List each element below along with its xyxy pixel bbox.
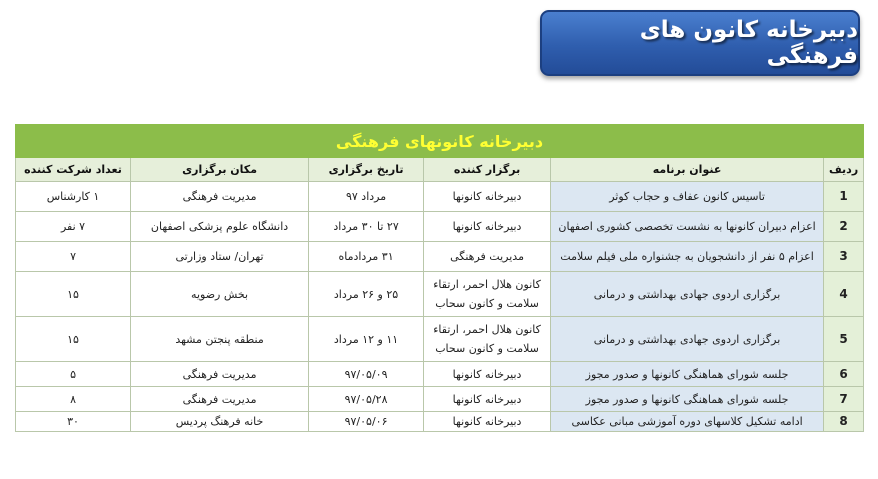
- table-row: [16, 387, 864, 412]
- date-cell: ۱۱ و ۱۲ مرداد: [309, 317, 424, 362]
- table-row: [16, 242, 864, 272]
- date-cell: ۹۷/۰۵/۲۸: [309, 387, 424, 412]
- program-title: جلسه شورای هماهنگی کانونها و صدور مجوز: [551, 387, 824, 412]
- organizer-cell: دبیرخانه کانونها: [424, 182, 551, 212]
- table-row: [16, 317, 864, 362]
- participants-cell: ۱۵: [16, 272, 131, 317]
- participants-cell: ۱۵: [16, 317, 131, 362]
- table-row: [16, 362, 864, 387]
- organizer-cell: دبیرخانه کانونها: [424, 387, 551, 412]
- date-cell: ۲۵ و ۲۶ مرداد: [309, 272, 424, 317]
- program-title: برگزاری اردوی جهادی بهداشتی و درمانی: [551, 317, 824, 362]
- row-number: 4: [824, 272, 864, 317]
- programs-sheet: [15, 124, 863, 432]
- row-number: 5: [824, 317, 864, 362]
- row-number: 2: [824, 212, 864, 242]
- header-organizer: برگزار کننده: [424, 158, 551, 182]
- participants-cell: ۵: [16, 362, 131, 387]
- date-cell: ۹۷/۰۵/۰۹: [309, 362, 424, 387]
- row-number: 8: [824, 412, 864, 432]
- header-row-number: ردیف: [824, 158, 864, 182]
- organizer-cell: مدیریت فرهنگی: [424, 242, 551, 272]
- row-number: 3: [824, 242, 864, 272]
- participants-cell: ۸: [16, 387, 131, 412]
- organizer-cell: دبیرخانه کانونها: [424, 362, 551, 387]
- organizer-cell: دبیرخانه کانونها: [424, 212, 551, 242]
- header-participants: تعداد شرکت کننده: [16, 158, 131, 182]
- program-title: جلسه شورای هماهنگی کانونها و صدور مجوز: [551, 362, 824, 387]
- program-title: ادامه تشکیل کلاسهای دوره آموزشی مبانی عکاسی: [551, 412, 824, 432]
- place-cell: دانشگاه علوم پزشکی اصفهان: [131, 212, 309, 242]
- program-title: اعزام دبیران کانونها به نشست تخصصی کشوری اصفهان: [551, 212, 824, 242]
- program-title: برگزاری اردوی جهادی بهداشتی و درمانی: [551, 272, 824, 317]
- page-banner: [540, 10, 860, 76]
- place-cell: تهران/ ستاد وزارتی: [131, 242, 309, 272]
- row-number: 7: [824, 387, 864, 412]
- place-cell: مدیریت فرهنگی: [131, 387, 309, 412]
- programs-table: [15, 124, 864, 432]
- table-row: [16, 182, 864, 212]
- header-date: تاریخ برگزاری: [309, 158, 424, 182]
- date-cell: ۹۷/۰۵/۰۶: [309, 412, 424, 432]
- header-place: مکان برگزاری: [131, 158, 309, 182]
- table-title-row: [16, 125, 864, 158]
- participants-cell: ۳۰: [16, 412, 131, 432]
- place-cell: خانه فرهنگ پردیس: [131, 412, 309, 432]
- table-row: [16, 412, 864, 432]
- row-number: 1: [824, 182, 864, 212]
- date-cell: مرداد ۹۷: [309, 182, 424, 212]
- date-cell: ۳۱ مردادماه: [309, 242, 424, 272]
- place-cell: مدیریت فرهنگی: [131, 362, 309, 387]
- table-row: [16, 212, 864, 242]
- participants-cell: ۷ نفر: [16, 212, 131, 242]
- place-cell: مدیریت فرهنگی: [131, 182, 309, 212]
- place-cell: بخش رضویه: [131, 272, 309, 317]
- table-title: دبیرخانه کانونهای فرهنگی: [16, 125, 864, 158]
- table-header-row: [16, 158, 864, 182]
- banner-title: دبیرخانه کانون های فرهنگی: [639, 17, 858, 69]
- organizer-cell: کانون هلال احمر، ارتقاء سلامت و کانون سحاب: [424, 317, 551, 362]
- table-row: [16, 272, 864, 317]
- row-number: 6: [824, 362, 864, 387]
- program-title: اعزام ۵ نفر از دانشجویان به جشنواره ملی فیلم سلامت: [551, 242, 824, 272]
- organizer-cell: دبیرخانه کانونها: [424, 412, 551, 432]
- header-program: عنوان برنامه: [551, 158, 824, 182]
- program-title: تاسیس کانون عفاف و حجاب کوثر: [551, 182, 824, 212]
- organizer-cell: کانون هلال احمر، ارتقاء سلامت و کانون سحاب: [424, 272, 551, 317]
- participants-cell: ۱ کارشناس: [16, 182, 131, 212]
- participants-cell: ۷: [16, 242, 131, 272]
- date-cell: ۲۷ تا ۳۰ مرداد: [309, 212, 424, 242]
- place-cell: منطقه پنجتن مشهد: [131, 317, 309, 362]
